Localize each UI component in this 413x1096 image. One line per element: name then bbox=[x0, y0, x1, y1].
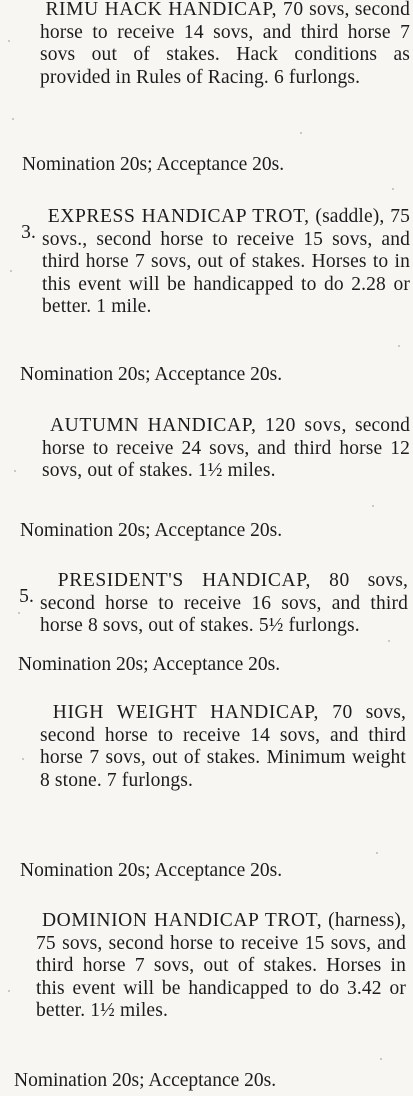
nomination-acceptance-fees: Nomination 20s; Acceptance 20s. bbox=[14, 1070, 277, 1091]
nomination-acceptance-fees: Nomination 20s; Acceptance 20s. bbox=[22, 154, 285, 175]
scan-speck bbox=[398, 345, 400, 347]
scan-speck bbox=[12, 118, 14, 120]
race-entry-presidents-handicap bbox=[19, 570, 408, 638]
nomination-acceptance-fees: Nomination 20s; Acceptance 20s. bbox=[18, 654, 281, 675]
scan-speck bbox=[18, 612, 20, 614]
nomination-acceptance-fees: Nomination 20s; Acceptance 20s. bbox=[20, 364, 283, 385]
scan-speck bbox=[300, 132, 302, 134]
race-entry-autumn-handicap bbox=[42, 415, 410, 483]
race-entry-dominion-handicap-trot bbox=[36, 910, 406, 1023]
scan-speck bbox=[372, 505, 374, 507]
race-title: PRESIDENT'S HANDICAP, 80 bbox=[57, 570, 350, 591]
race-conditions: second horse to receive 24 sovs, and third horse 12 sovs, out of stakes. 1½ miles. bbox=[42, 415, 411, 482]
race-entry-text bbox=[40, 702, 406, 792]
race-entry-text: 5. PRESIDENT'S HANDICAP, 80 sovs, second horse to receive 16 sovs, and third horse 8 sovs, out of stakes. 5½ furlongs. bbox=[19, 570, 408, 637]
race-title: AUTUMN HANDICAP, 120 sovs, bbox=[49, 415, 347, 436]
scan-speck bbox=[8, 40, 10, 42]
scan-speck bbox=[10, 270, 12, 272]
race-conditions: sovs, second horse to receive 14 sovs, and third horse 7 sovs out of stakes. Hack conditions as provided in Rules of Racing. 6 furlongs. bbox=[40, 0, 410, 88]
race-entry-express-handicap-trot bbox=[21, 206, 411, 319]
race-title: HIGH WEIGHT HANDICAP, 70 bbox=[52, 702, 353, 723]
scan-speck bbox=[380, 1058, 382, 1060]
race-entry-rimu-hack bbox=[40, 0, 410, 89]
race-conditions: sovs, second horse to receive 16 sovs, and third horse 8 sovs, out of stakes. 5½ furlongs. bbox=[40, 570, 408, 637]
race-title: EXPRESS HANDICAP TROT, bbox=[47, 206, 310, 227]
race-title: DOMINION HANDICAP TROT, bbox=[41, 910, 323, 931]
race-entry-text: 3. EXPRESS HANDICAP TROT, (saddle), 75 sovs., second horse to receive 15 sovs, and third horse 7 sovs, out of stakes. Horses to in this event will be handicapped to do 2.28 or better. 1 mile. bbox=[21, 206, 411, 318]
nomination-acceptance-fees: Nomination 20s; Acceptance 20s. bbox=[20, 860, 283, 881]
race-entry-high-weight-handicap bbox=[40, 702, 406, 792]
race-conditions: (harness), 75 sovs, second horse to receive 15 sovs, and third horse 7 sovs, out of stakes. Horses in this event will be handicapped to do 3.42 or better. 1½ miles. bbox=[36, 910, 407, 1022]
race-conditions: (saddle), 75 sovs., second horse to receive 15 sovs, and third horse 7 sovs, out of stakes. Horses to in this event will be handicapped to do 2.28 or better. 1 mile. bbox=[42, 206, 411, 318]
race-entry-text bbox=[42, 415, 410, 483]
scan-speck bbox=[388, 640, 390, 642]
scan-speck bbox=[22, 758, 24, 760]
race-title: RIMU HACK HANDICAP, 70 bbox=[45, 0, 304, 20]
scan-speck bbox=[392, 188, 394, 190]
scan-speck bbox=[8, 990, 10, 992]
scan-speck bbox=[14, 470, 16, 472]
race-conditions: sovs, second horse to receive 14 sovs, and third horse 7 sovs, out of stakes. Minimum weight 8 stone. 7 furlongs. bbox=[40, 702, 406, 791]
nomination-acceptance-fees: Nomination 20s; Acceptance 20s. bbox=[20, 520, 283, 541]
race-entry-text bbox=[36, 910, 406, 1023]
scan-speck bbox=[376, 852, 378, 854]
race-entry-text bbox=[40, 0, 410, 89]
